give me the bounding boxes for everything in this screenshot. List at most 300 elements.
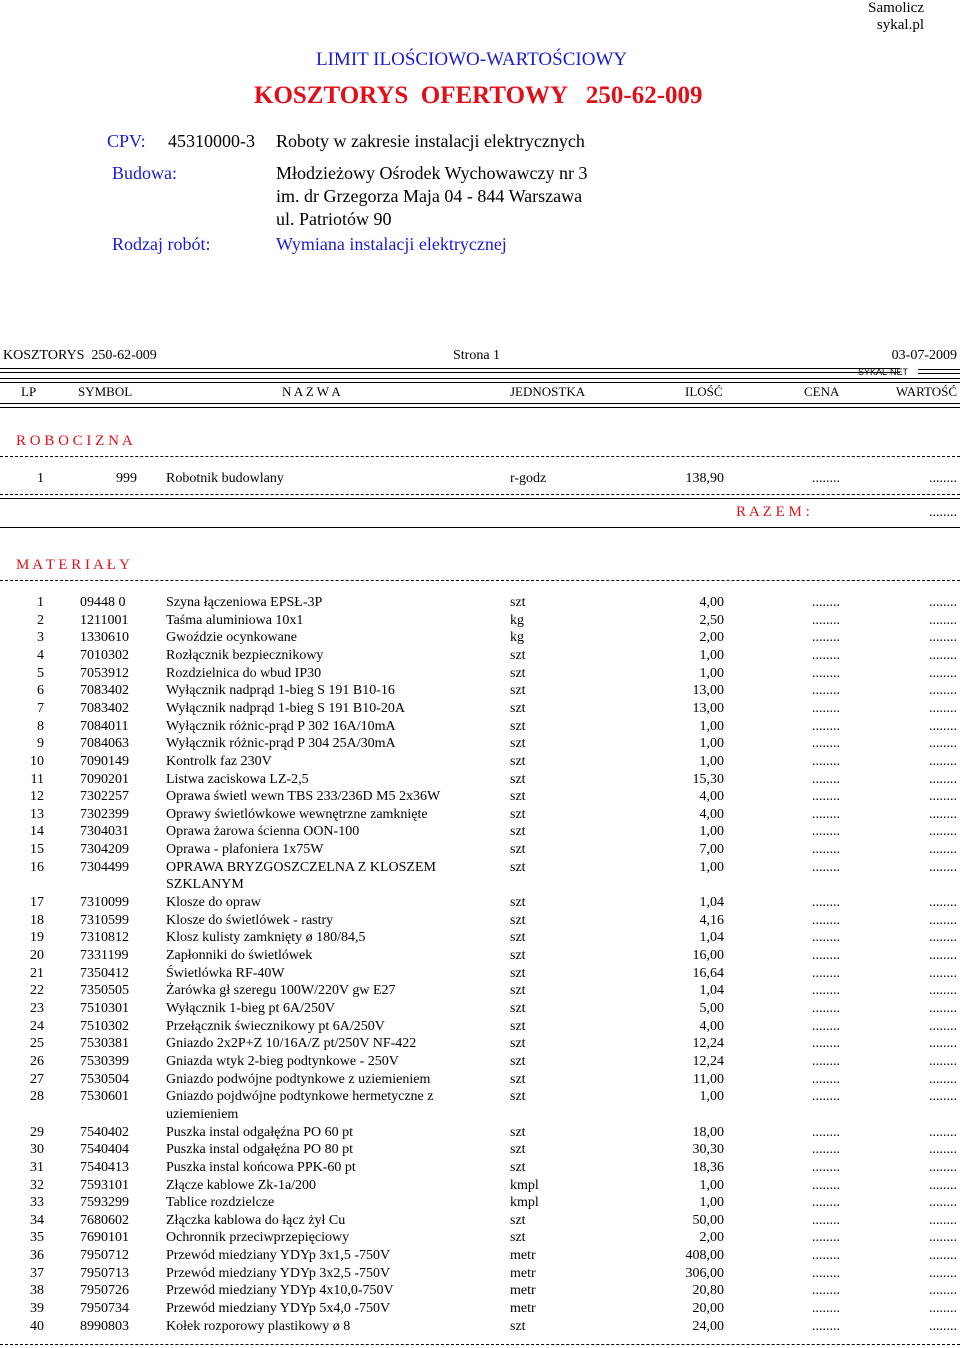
row-qty: 306,00	[685, 1265, 724, 1281]
row-price: ........	[812, 789, 840, 805]
row-symbol: 7083402	[80, 700, 129, 716]
row-qty: 1,00	[699, 1177, 724, 1193]
row-symbol: 7310099	[80, 895, 129, 910]
row-name: Gniazdo podwójne podtynkowe z uziemieniem	[166, 1071, 431, 1087]
row-qty: 1,00	[699, 718, 724, 734]
row-qty: 20,00	[692, 1301, 724, 1316]
row-lp: 40	[30, 1318, 44, 1334]
row-symbol: 7950726	[80, 1283, 129, 1299]
row-unit: szt	[510, 683, 526, 699]
row-qty: 1,00	[699, 1195, 724, 1211]
row-unit: szt	[510, 842, 526, 858]
row-lp: 7	[37, 700, 44, 716]
row-unit: szt	[510, 647, 526, 663]
row-symbol: 7690101	[80, 1230, 129, 1246]
row-unit: kg	[510, 612, 524, 628]
row-lp: 9	[37, 736, 44, 752]
row-qty: 24,00	[692, 1318, 724, 1334]
row-lp: 2	[37, 612, 44, 628]
row-price: ........	[812, 1318, 840, 1334]
row-qty: 12,24	[692, 1053, 724, 1069]
row-value: ........	[929, 1053, 957, 1069]
row-lp: 8	[37, 718, 44, 734]
row-price: ........	[812, 824, 840, 840]
row-unit: szt	[510, 895, 526, 910]
page-title: KOSZTORYS OFERTOWY 250-62-009	[254, 82, 703, 109]
row-symbol: 999	[116, 471, 137, 486]
row-price: ........	[812, 1036, 840, 1052]
row-lp: 31	[30, 1159, 44, 1175]
row-symbol: 7310599	[80, 912, 129, 928]
row-price: ........	[812, 1195, 840, 1211]
row-lp: 24	[30, 1018, 44, 1034]
row-value: ........	[929, 1089, 957, 1105]
row-price: ........	[812, 1089, 840, 1105]
row-value: ........	[929, 842, 957, 858]
row-value: ........	[929, 806, 957, 822]
row-name: Gwoździe ocynkowane	[166, 630, 298, 646]
row-name: Wyłącznik nadprąd 1-bieg S 191 B10-20A	[166, 700, 406, 716]
row-symbol: 7302257	[80, 789, 129, 805]
row-lp: 21	[30, 965, 44, 981]
row-symbol: 7302399	[80, 806, 129, 822]
row-lp: 5	[37, 665, 44, 681]
row-unit: szt	[510, 753, 526, 769]
section-materialy-heading: M A T E R I A Ł Y	[16, 557, 130, 573]
row-price: ........	[812, 930, 840, 946]
row-value: ........	[929, 983, 957, 999]
row-qty: 1,00	[699, 736, 724, 752]
row-name: Puszka instal odgałęźna PO 80 pt	[166, 1142, 354, 1158]
row-lp: 10	[30, 753, 44, 769]
row-unit: metr	[510, 1301, 536, 1316]
row-value: ........	[929, 824, 957, 840]
row-unit: szt	[510, 1212, 526, 1228]
row-symbol: 7350505	[80, 983, 129, 999]
row-symbol: 7530601	[80, 1089, 129, 1105]
col-price: CENA	[804, 384, 840, 399]
row-unit: szt	[510, 789, 526, 805]
row-price: ........	[812, 842, 840, 858]
row-price: ........	[812, 683, 840, 699]
row-value: ........	[929, 912, 957, 928]
row-price: ........	[812, 630, 840, 646]
row-unit: szt	[510, 1230, 526, 1246]
row-lp: 1	[37, 471, 44, 486]
row-symbol: 7593299	[80, 1195, 129, 1211]
row-lp: 4	[37, 647, 44, 663]
row-lp: 18	[30, 912, 44, 928]
row-value: ........	[929, 630, 957, 646]
row-price: ........	[812, 1159, 840, 1175]
row-lp: 26	[30, 1053, 44, 1069]
row-name: Rozłącznik bezpiecznikowy	[166, 647, 324, 663]
row-name: Wyłącznik 1-bieg pt 6A/250V	[166, 1000, 336, 1016]
row-symbol: 7304209	[80, 842, 129, 858]
row-unit: szt	[510, 948, 526, 963]
row-name: Złączka kablowa do łącz żył Cu	[166, 1212, 346, 1228]
row-symbol: 7530504	[80, 1071, 129, 1087]
row-name: Puszka instal końcowa PPK-60 pt	[166, 1159, 356, 1175]
robocizna-total-label: R A Z E M :	[736, 504, 810, 520]
row-price: ........	[812, 1248, 840, 1264]
row-lp: 22	[30, 983, 44, 999]
row-qty: 15,30	[692, 771, 724, 787]
columns-rule	[0, 403, 960, 408]
row-name: Puszka instal odgałęźna PO 60 pt	[166, 1124, 354, 1140]
row-lp: 36	[30, 1248, 44, 1264]
row-unit: szt	[510, 1142, 526, 1158]
materialy-rule-bottom	[0, 1344, 960, 1345]
row-lp: 25	[30, 1036, 44, 1052]
row-value: ........	[929, 1283, 957, 1299]
row-lp: 13	[30, 806, 44, 822]
row-price: ........	[812, 1177, 840, 1193]
row-symbol: 7090201	[80, 771, 129, 787]
row-unit: szt	[510, 1018, 526, 1034]
corner-samolicz: Samolicz	[868, 0, 924, 16]
row-value: ........	[929, 1318, 957, 1334]
row-unit: kmpl	[510, 1177, 539, 1193]
row-value: ........	[929, 647, 957, 663]
row-symbol: 7950712	[80, 1248, 129, 1264]
row-symbol: 7090149	[80, 753, 129, 769]
row-unit: kg	[510, 630, 524, 646]
row-unit: metr	[510, 1248, 536, 1264]
row-symbol: 7680602	[80, 1212, 129, 1228]
row-symbol: 7304031	[80, 824, 129, 840]
row-name: Świetlówka RF-40W	[166, 965, 285, 981]
row-qty: 1,04	[699, 983, 724, 999]
row-name: Tablice rozdzielcze	[166, 1195, 275, 1211]
row-lp: 6	[37, 683, 44, 699]
row-unit: szt	[510, 1318, 526, 1334]
row-unit: szt	[510, 930, 526, 946]
row-unit: szt	[510, 1071, 526, 1087]
row-symbol: 7530381	[80, 1036, 129, 1052]
row-name: Zapłonniki do świetlówek	[166, 948, 313, 963]
row-value: ........	[929, 700, 957, 716]
row-symbol: 7084063	[80, 736, 129, 752]
row-name: OPRAWA BRYZGOSZCZELNA Z KLOSZEM SZKLANYM	[166, 859, 436, 893]
row-value: ........	[929, 1142, 957, 1158]
row-symbol: 7084011	[80, 718, 129, 734]
row-unit: r-godz	[510, 471, 547, 486]
row-symbol: 1330610	[80, 630, 129, 646]
row-unit: szt	[510, 1159, 526, 1175]
row-unit: szt	[510, 771, 526, 787]
row-price: ........	[812, 647, 840, 663]
row-value: ........	[929, 948, 957, 963]
row-lp: 37	[30, 1265, 44, 1281]
robocizna-rule-bottom	[0, 494, 960, 495]
row-price: ........	[812, 771, 840, 787]
row-qty: 2,00	[699, 630, 724, 646]
row-value: ........	[929, 1177, 957, 1193]
row-symbol: 7950734	[80, 1301, 129, 1316]
row-lp: 32	[30, 1177, 44, 1193]
row-symbol: 7593101	[80, 1177, 129, 1193]
robocizna-total-rule	[0, 527, 960, 528]
row-price: ........	[812, 1230, 840, 1246]
row-qty: 7,00	[699, 842, 724, 858]
row-qty: 1,04	[699, 895, 724, 910]
row-symbol: 7540402	[80, 1124, 129, 1140]
row-value: ........	[929, 1301, 957, 1316]
row-value: ........	[929, 965, 957, 981]
row-price: ........	[812, 700, 840, 716]
row-qty: 138,90	[685, 471, 724, 486]
row-lp: 1	[37, 595, 44, 610]
row-value: ........	[929, 1159, 957, 1175]
row-unit: szt	[510, 1053, 526, 1069]
row-price: ........	[812, 912, 840, 928]
row-symbol: 7304499	[80, 859, 129, 875]
row-name: Przełącznik świecznikowy pt 6A/250V	[166, 1018, 385, 1034]
robocizna-rule-top	[0, 456, 960, 457]
row-price: ........	[812, 736, 840, 752]
row-value: ........	[929, 718, 957, 734]
row-unit: szt	[510, 1000, 526, 1016]
row-value: ........	[929, 1195, 957, 1211]
row-qty: 12,24	[692, 1036, 724, 1052]
row-symbol: 7540404	[80, 1142, 129, 1158]
row-value: ........	[929, 859, 957, 875]
row-value: ........	[929, 1265, 957, 1281]
row-price: ........	[812, 1283, 840, 1299]
row-qty: 2,50	[699, 612, 724, 628]
header-rule-1	[0, 368, 900, 373]
page-header-left: KOSZTORYS 250-62-009	[3, 348, 157, 363]
row-unit: szt	[510, 718, 526, 734]
row-qty: 13,00	[692, 700, 724, 716]
row-qty: 1,00	[699, 647, 724, 663]
row-name: Przewód miedziany YDYp 3x2,5 -750V	[166, 1265, 391, 1281]
section-robocizna-heading: R O B O C I Z N A	[16, 433, 133, 449]
row-value: ........	[929, 736, 957, 752]
row-price: ........	[812, 471, 840, 486]
row-symbol: 7053912	[80, 665, 129, 681]
row-name: Wyłącznik nadprąd 1-bieg S 191 B10-16	[166, 683, 395, 699]
row-qty: 2,00	[699, 1230, 724, 1246]
row-value: ........	[929, 1018, 957, 1034]
row-lp: 34	[30, 1212, 44, 1228]
row-name: Wyłącznik różnic-prąd P 304 25A/30mA	[166, 736, 396, 752]
row-symbol: 7010302	[80, 647, 129, 663]
row-lp: 33	[30, 1195, 44, 1211]
row-name: Taśma aluminiowa 10x1	[166, 612, 304, 628]
row-symbol: 7510301	[80, 1000, 129, 1016]
budowa-line-3: ul. Patriotów 90	[276, 209, 392, 229]
row-qty: 1,00	[699, 824, 724, 840]
header-rule-2	[918, 369, 960, 374]
row-lp: 3	[37, 630, 44, 646]
row-price: ........	[812, 612, 840, 628]
row-symbol: 1211001	[80, 612, 129, 628]
row-lp: 14	[30, 824, 44, 840]
materialy-rule-top	[0, 580, 960, 581]
row-value: ........	[929, 789, 957, 805]
row-qty: 4,00	[699, 1018, 724, 1034]
row-qty: 11,00	[693, 1071, 724, 1087]
row-symbol: 7331199	[80, 948, 129, 963]
row-value: ........	[929, 1036, 957, 1052]
row-name: Żarówka gł szeregu 100W/220V gw E27	[166, 983, 396, 999]
row-value: ........	[929, 771, 957, 787]
budowa-line-2: im. dr Grzegorza Maja 04 - 844 Warszawa	[276, 186, 583, 206]
row-lp: 16	[30, 859, 44, 875]
row-name: Klosz kulisty zamknięty ø 180/84,5	[166, 930, 366, 946]
row-name: Kołek rozporowy plastikowy ø 8	[166, 1318, 351, 1334]
row-qty: 1,00	[699, 665, 724, 681]
row-unit: kmpl	[510, 1195, 539, 1211]
row-price: ........	[812, 1124, 840, 1140]
row-symbol: 7083402	[80, 683, 129, 699]
row-qty: 4,00	[699, 595, 724, 610]
row-qty: 30,30	[692, 1142, 724, 1158]
row-unit: szt	[510, 824, 526, 840]
row-qty: 50,00	[692, 1212, 724, 1228]
row-lp: 30	[30, 1142, 44, 1158]
row-value: ........	[929, 1124, 957, 1140]
row-unit: szt	[510, 665, 526, 681]
row-price: ........	[812, 1301, 840, 1316]
row-value: ........	[929, 612, 957, 628]
row-unit: szt	[510, 806, 526, 822]
row-qty: 4,00	[699, 789, 724, 805]
row-name: Klosze do opraw	[166, 895, 261, 910]
row-symbol: 7310812	[80, 930, 129, 946]
row-unit: szt	[510, 1036, 526, 1052]
row-unit: szt	[510, 595, 526, 610]
row-unit: szt	[510, 700, 526, 716]
row-qty: 1,00	[699, 859, 724, 875]
row-price: ........	[812, 1142, 840, 1158]
budowa-label: Budowa:	[112, 163, 177, 183]
row-lp: 12	[30, 789, 44, 805]
row-qty: 4,16	[699, 912, 724, 928]
row-qty: 5,00	[699, 1000, 724, 1016]
row-price: ........	[812, 1018, 840, 1034]
row-value: ........	[929, 683, 957, 699]
row-lp: 39	[30, 1301, 44, 1316]
col-lp: LP	[21, 384, 37, 399]
row-qty: 16,64	[692, 965, 724, 981]
row-price: ........	[812, 718, 840, 734]
col-qty: ILOŚĆ	[685, 384, 723, 399]
row-lp: 27	[30, 1071, 44, 1087]
row-qty: 16,00	[692, 948, 724, 963]
row-price: ........	[812, 665, 840, 681]
robocizna-total-value: ........	[929, 505, 957, 520]
corner-sykal: sykal.pl	[876, 17, 924, 33]
cpv-description: Roboty w zakresie instalacji elektrycznych	[276, 131, 585, 151]
row-name: Gniazdo 2x2P+Z 10/16A/Z pt/250V NF-422	[166, 1036, 417, 1052]
row-value: ........	[929, 595, 957, 610]
row-price: ........	[812, 895, 840, 910]
rodzaj-value: Wymiana instalacji elektrycznej	[276, 234, 507, 254]
row-name: Oprawa świetl wewn TBS 233/236D M5 2x36W	[166, 789, 441, 805]
row-name: Ochronnik przeciwprzepięciowy	[166, 1230, 350, 1246]
row-unit: szt	[510, 912, 526, 928]
cpv-code: 45310000-3	[168, 131, 255, 151]
row-price: ........	[812, 1000, 840, 1016]
row-lp: 29	[30, 1124, 44, 1140]
row-name: Rozdzielnica do wbud IP30	[166, 665, 322, 681]
row-name: Oprawa żarowa ścienna OON-100	[166, 824, 360, 840]
row-unit: szt	[510, 859, 526, 875]
row-name: Klosze do świetlówek - rastry	[166, 912, 334, 928]
row-value: ........	[929, 1000, 957, 1016]
row-unit: szt	[510, 983, 526, 999]
row-price: ........	[812, 753, 840, 769]
page-header-center: Strona 1	[453, 348, 501, 363]
row-name: Szyna łączeniowa EPSŁ-3P	[166, 595, 323, 610]
row-symbol: 7350412	[80, 965, 129, 981]
row-price: ........	[812, 983, 840, 999]
row-name: Wyłącznik różnic-prąd P 302 16A/10mA	[166, 718, 396, 734]
row-qty: 408,00	[685, 1248, 724, 1264]
row-value: ........	[929, 471, 957, 486]
budowa-line-1: Młodzieżowy Ośrodek Wychowawczy nr 3	[276, 163, 588, 183]
row-name: Listwa zaciskowa LZ-2,5	[166, 771, 309, 787]
row-lp: 23	[30, 1000, 44, 1016]
row-qty: 18,36	[692, 1159, 724, 1175]
row-symbol: 7530399	[80, 1053, 129, 1069]
row-qty: 1,00	[699, 753, 724, 769]
row-price: ........	[812, 965, 840, 981]
cpv-label: CPV:	[107, 131, 146, 151]
row-qty: 20,80	[692, 1283, 724, 1299]
row-name: Przewód miedziany YDYp 4x10,0-750V	[166, 1283, 394, 1299]
row-value: ........	[929, 895, 957, 910]
row-value: ........	[929, 1212, 957, 1228]
row-lp: 20	[30, 948, 44, 963]
row-qty: 1,00	[699, 1089, 724, 1105]
row-value: ........	[929, 665, 957, 681]
row-name: Przewód miedziany YDYp 5x4,0 -750V	[166, 1301, 391, 1316]
row-symbol: 09448 0	[80, 595, 126, 610]
row-name: Robotnik budowlany	[166, 471, 284, 486]
page-header-date: 03-07-2009	[891, 348, 957, 363]
row-symbol: 7510302	[80, 1018, 129, 1034]
row-unit: metr	[510, 1265, 536, 1281]
row-value: ........	[929, 1248, 957, 1264]
row-qty: 13,00	[692, 683, 724, 699]
row-lp: 38	[30, 1283, 44, 1299]
row-value: ........	[929, 1071, 957, 1087]
col-name: N A Z W A	[282, 384, 341, 399]
row-price: ........	[812, 1212, 840, 1228]
rodzaj-label: Rodzaj robót:	[112, 234, 211, 254]
col-value: WARTOŚĆ	[895, 384, 957, 399]
row-symbol: 7950713	[80, 1265, 129, 1281]
page-header-sub: SYKAL-NET	[858, 367, 909, 377]
row-price: ........	[812, 948, 840, 963]
row-unit: szt	[510, 1124, 526, 1140]
row-price: ........	[812, 595, 840, 610]
row-price: ........	[812, 1071, 840, 1087]
row-lp: 19	[30, 930, 44, 946]
row-value: ........	[929, 753, 957, 769]
row-symbol: 8990803	[80, 1318, 129, 1334]
row-name: Oprawa - plafoniera 1x75W	[166, 842, 324, 858]
row-value: ........	[929, 930, 957, 946]
row-unit: szt	[510, 965, 526, 981]
row-name: Gniazda wtyk 2-bieg podtynkowe - 250V	[166, 1053, 399, 1069]
row-lp: 15	[30, 842, 44, 858]
row-symbol: 7540413	[80, 1159, 129, 1175]
